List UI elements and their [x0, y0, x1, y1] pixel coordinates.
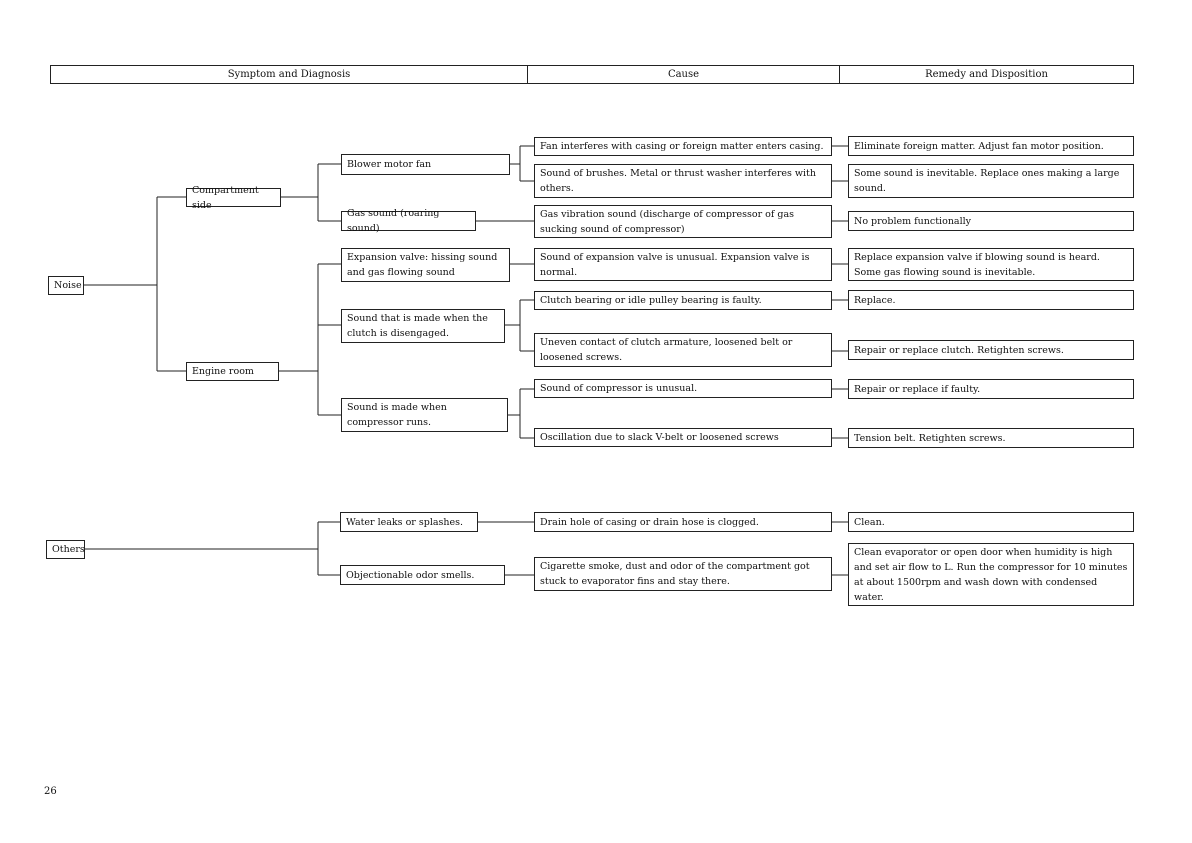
cause-uneven-contact [534, 333, 832, 367]
cause-compressor-unusual-label: Sound of compressor is unusual. [540, 383, 698, 394]
cause-compressor-unusual [534, 379, 832, 398]
node-noise-label: Noise [54, 280, 82, 291]
remedy-clean [848, 512, 1134, 532]
cause-oscillation-label: Oscillation due to slack V-belt or loosened screws [540, 432, 779, 443]
remedy-some-sound-inevitable [848, 164, 1134, 198]
remedy-clean-evaporator [848, 543, 1134, 606]
symptom-odor-label: Objectionable odor smells. [346, 569, 475, 581]
cause-gas-vibration-label: Gas vibration sound (discharge of compressor of gas sucking sound of compressor) [540, 208, 795, 235]
node-engine-room [186, 362, 279, 381]
remedy-tension-belt [848, 428, 1134, 448]
node-engine-room-label: Engine room [192, 366, 254, 377]
cause-gas-vibration [534, 205, 832, 238]
node-compartment-side-label: Compartment side [192, 184, 259, 211]
remedy-tension-belt-label: Tension belt. Retighten screws. [854, 432, 1006, 444]
cause-oscillation [534, 428, 832, 447]
symptom-gas-sound [341, 208, 476, 234]
symptom-clutch-disengaged [341, 309, 505, 343]
cause-drain-clogged-label: Drain hole of casing or drain hose is clogged. [540, 516, 759, 528]
cause-uneven-contact-label: Uneven contact of clutch armature, loosened belt or loosened screws. [540, 337, 793, 363]
symptom-expansion-valve [341, 248, 510, 282]
symptom-compressor-runs [341, 398, 508, 432]
cause-expansion-valve-sound-label: Sound of expansion valve is unusual. Expansion valve is normal. [540, 251, 810, 278]
symptom-water-leaks-label: Water leaks or splashes. [346, 516, 464, 528]
cause-sound-of-brushes-label: Sound of brushes. Metal or thrust washer interferes with others. [540, 168, 816, 194]
cause-clutch-bearing [534, 291, 832, 310]
remedy-repair-clutch-label: Repair or replace clutch. Retighten screws. [854, 344, 1064, 356]
symptom-odor [340, 565, 505, 585]
cause-fan-interferes [534, 137, 832, 156]
cause-fan-interferes-label: Fan interferes with casing or foreign matter enters casing. [540, 141, 824, 152]
remedy-some-sound-inevitable-label: Some sound is inevitable. Replace ones making a large sound. [854, 168, 1120, 194]
remedy-replace-label: Replace. [854, 294, 896, 306]
remedy-eliminate-foreign-matter [848, 136, 1134, 156]
remedy-replace-expansion-valve-label: Replace expansion valve if blowing sound is heard. Some gas flowing sound is inevitable. [854, 251, 1100, 278]
cause-cigarette-smoke [534, 557, 832, 591]
symptom-compressor-runs-label: Sound is made when compressor runs. [347, 402, 447, 428]
node-others [46, 540, 85, 559]
cause-sound-of-brushes [534, 164, 832, 198]
header-cause-label: Cause [667, 69, 700, 80]
remedy-repair-clutch [848, 340, 1134, 360]
page-number: 26 [44, 786, 57, 797]
remedy-no-problem [848, 211, 1134, 231]
remedy-clean-label: Clean. [854, 516, 885, 528]
symptom-blower-motor-fan-label: Blower motor fan [347, 159, 432, 170]
cause-expansion-valve-sound [534, 248, 832, 281]
symptom-blower-motor-fan [341, 154, 510, 175]
symptom-water-leaks [340, 512, 478, 532]
remedy-repair-if-faulty [848, 379, 1134, 399]
node-others-label: Others [52, 544, 85, 555]
header-remedy-label: Remedy and Disposition [925, 69, 1048, 80]
cause-cigarette-smoke-label: Cigarette smoke, dust and odor of the compartment got stuck to evaporator fins and stay there. [540, 561, 810, 587]
symptom-expansion-valve-label: Expansion valve: hissing sound and gas flowing sound [347, 252, 498, 278]
remedy-repair-if-faulty-label: Repair or replace if faulty. [854, 383, 981, 395]
remedy-clean-evaporator-label: Clean evaporator or open door when humidity is high and set air flow to L. Run the compressor for 10 minutes at about 1500rpm and wash down with condensed water. [854, 546, 1128, 603]
symptom-gas-sound-label: Gas sound (roaring sound) [347, 208, 440, 234]
remedy-replace [848, 290, 1134, 310]
node-compartment-side [186, 184, 281, 211]
header-symptom-label: Symptom and Diagnosis [227, 69, 351, 80]
cause-clutch-bearing-label: Clutch bearing or idle pulley bearing is faulty. [540, 295, 762, 306]
remedy-replace-expansion-valve [848, 248, 1134, 281]
remedy-eliminate-foreign-matter-label: Eliminate foreign matter. Adjust fan motor position. [854, 140, 1104, 152]
remedy-no-problem-label: No problem functionally [854, 215, 972, 227]
symptom-clutch-disengaged-label: Sound that is made when the clutch is disengaged. [347, 313, 488, 339]
cause-drain-clogged [534, 512, 832, 532]
node-noise [48, 276, 84, 295]
